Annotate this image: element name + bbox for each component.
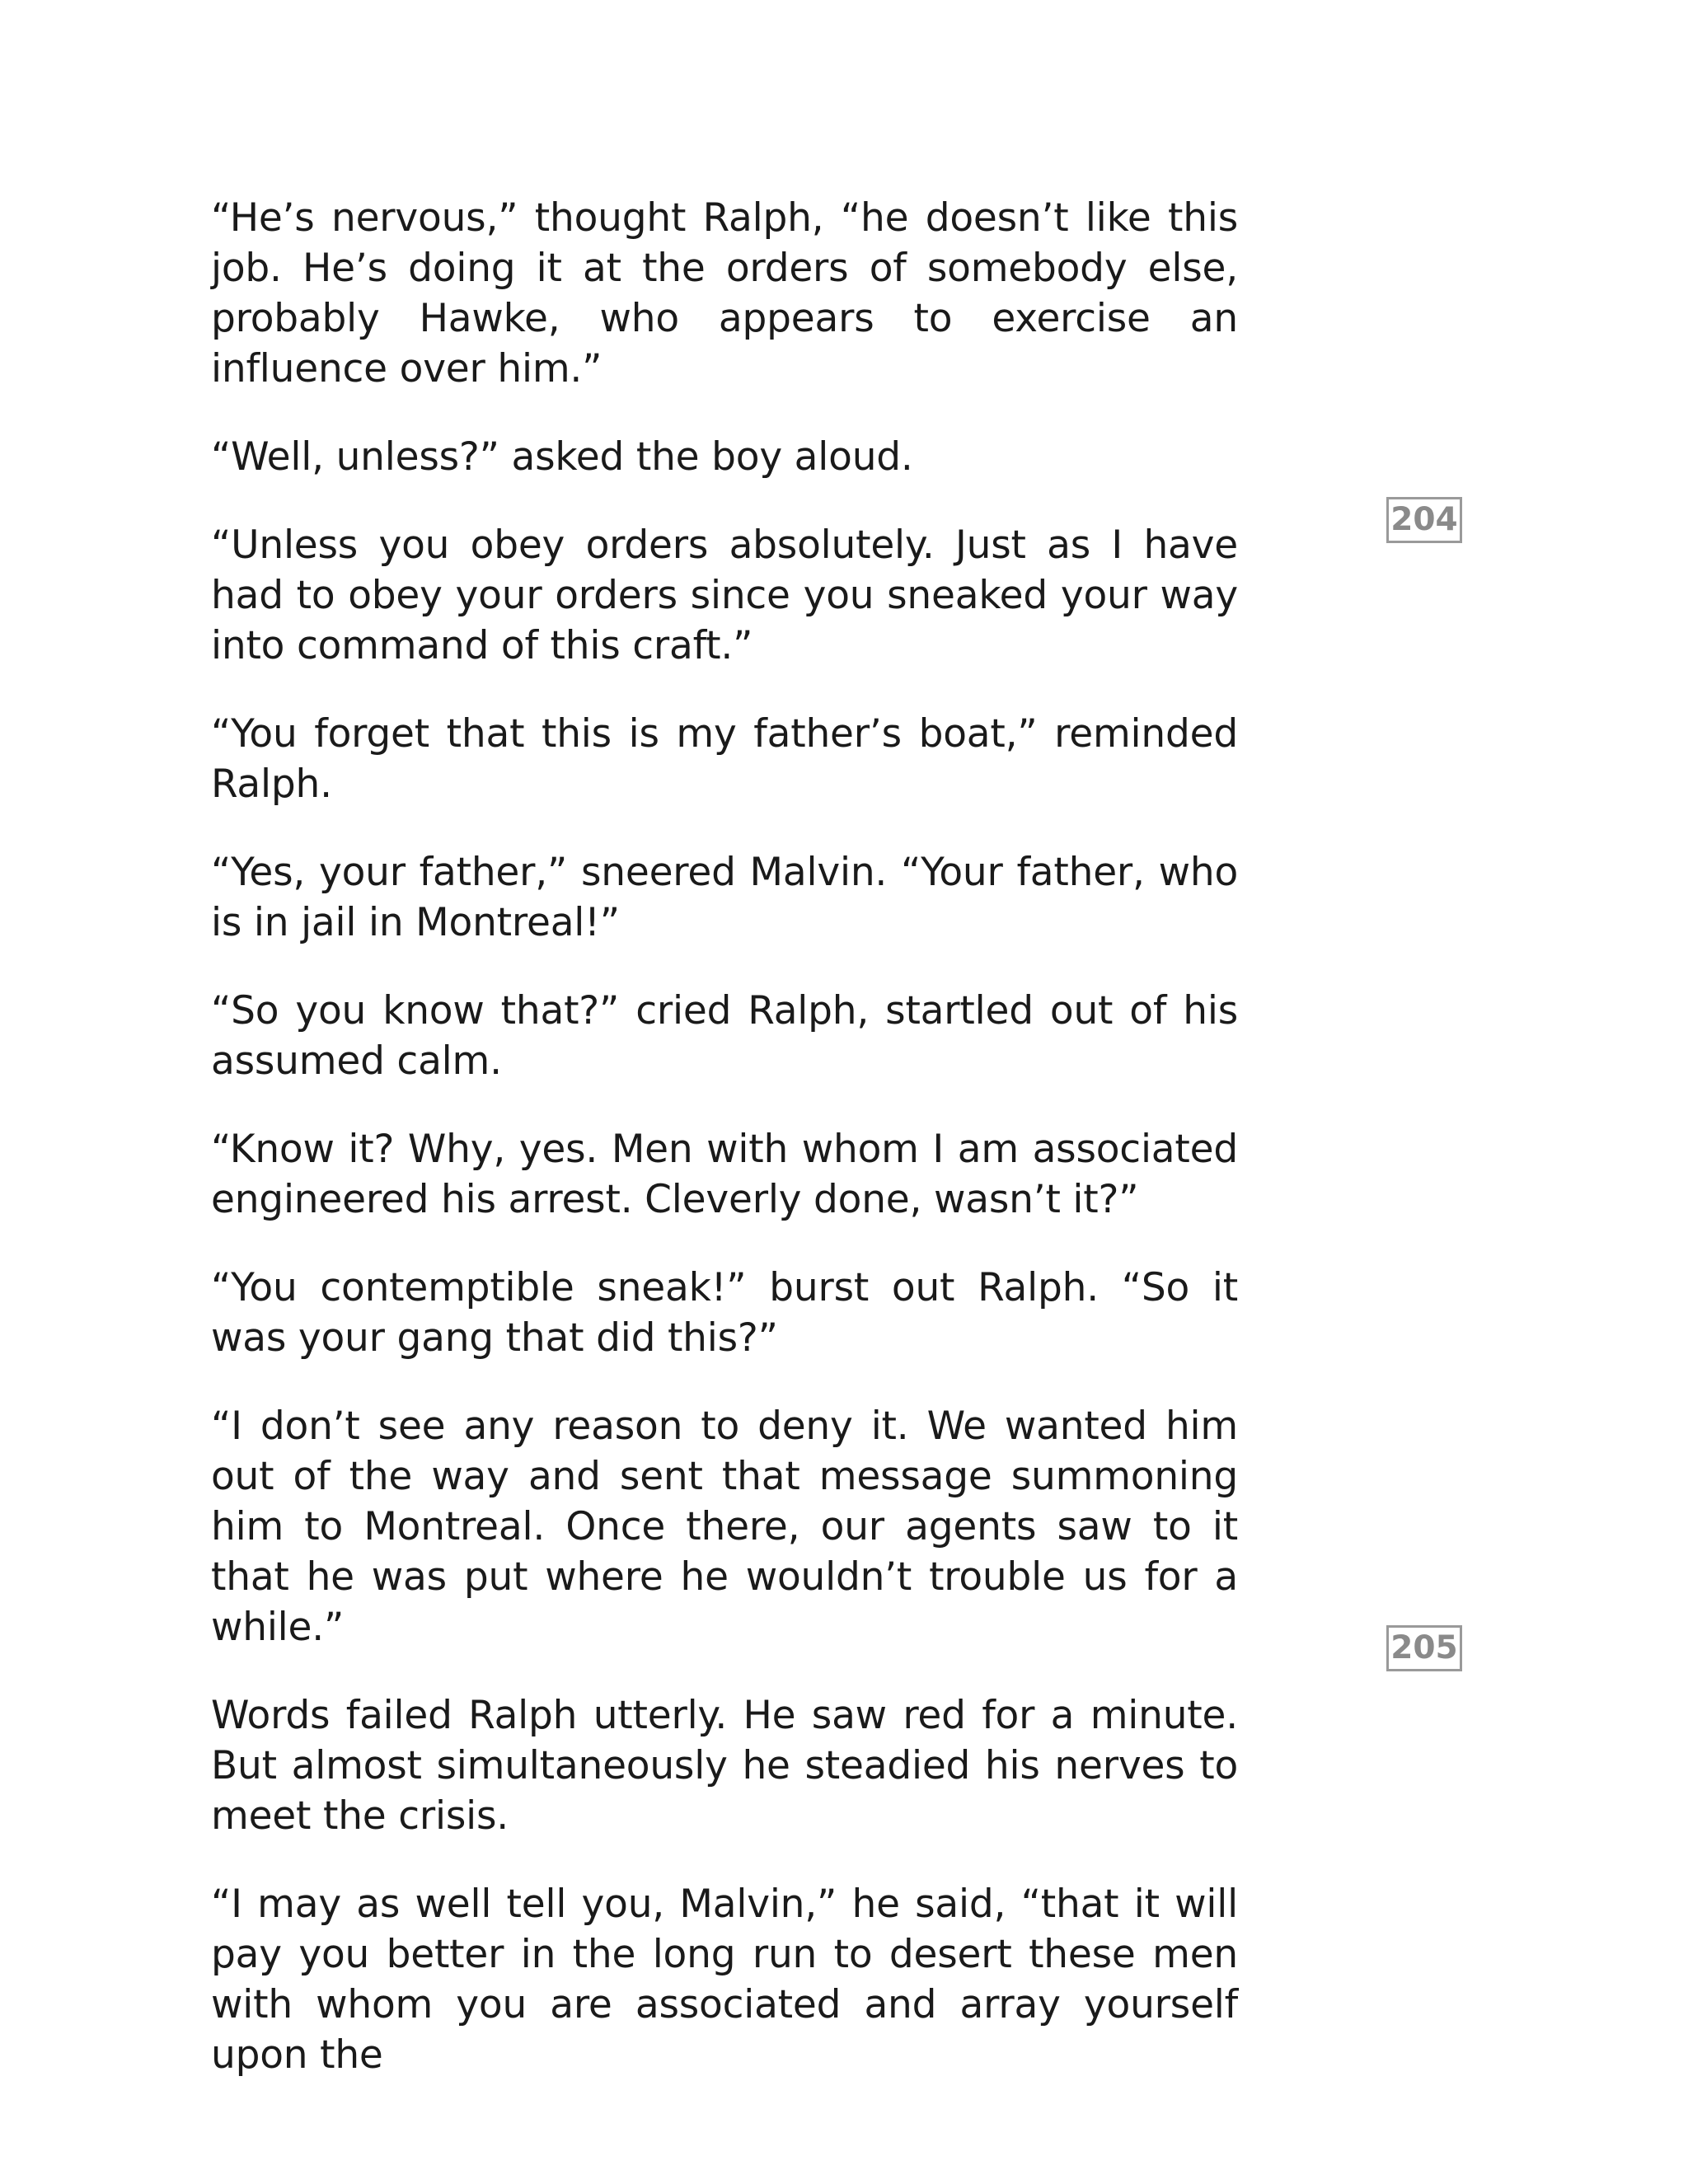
paragraph: “Yes, your father,” sneered Malvin. “Your father, who is in jail in Montreal!” xyxy=(211,850,1238,945)
paragraph: “I don’t see any reason to deny it. We wanted him out of the way and sent that message summoning him to Montreal. Once there, our agents saw to it that he was put where he wouldn’t trouble us for a while.” xyxy=(211,1404,1238,1650)
page-number-marker: 204 xyxy=(1386,497,1462,543)
paragraph: “You contemptible sneak!” burst out Ralph. “So it was your gang that did this?” xyxy=(211,1265,1238,1361)
page-number-marker: 205 xyxy=(1386,1625,1462,1671)
paragraph: “Know it? Why, yes. Men with whom I am associated engineered his arrest. Cleverly done, wasn’t it?” xyxy=(211,1127,1238,1222)
paragraph: “Well, unless?” asked the boy aloud. xyxy=(211,434,913,480)
paragraph: “You forget that this is my father’s boat,” reminded Ralph. xyxy=(211,711,1238,807)
paragraph: Words failed Ralph utterly. He saw red for a minute. But almost simultaneously he steadied his nerves to meet the crisis. xyxy=(211,1693,1238,1839)
text-column xyxy=(211,193,1238,2118)
paragraph: “I may as well tell you, Malvin,” he said, “that it will pay you better in the long run to desert these men with whom you are associated and array yourself upon the xyxy=(211,1882,1238,2078)
paragraph: “He’s nervous,” thought Ralph, “he doesn’t like this job. He’s doing it at the orders of somebody else, probably Hawke, who appears to exercise an influence over him.” xyxy=(211,195,1238,391)
paragraph: “So you know that?” cried Ralph, startled out of his assumed calm. xyxy=(211,988,1238,1084)
paragraph: “Unless you obey orders absolutely. Just as I have had to obey your orders since you sneaked your way into command of this craft.” xyxy=(211,523,1238,668)
